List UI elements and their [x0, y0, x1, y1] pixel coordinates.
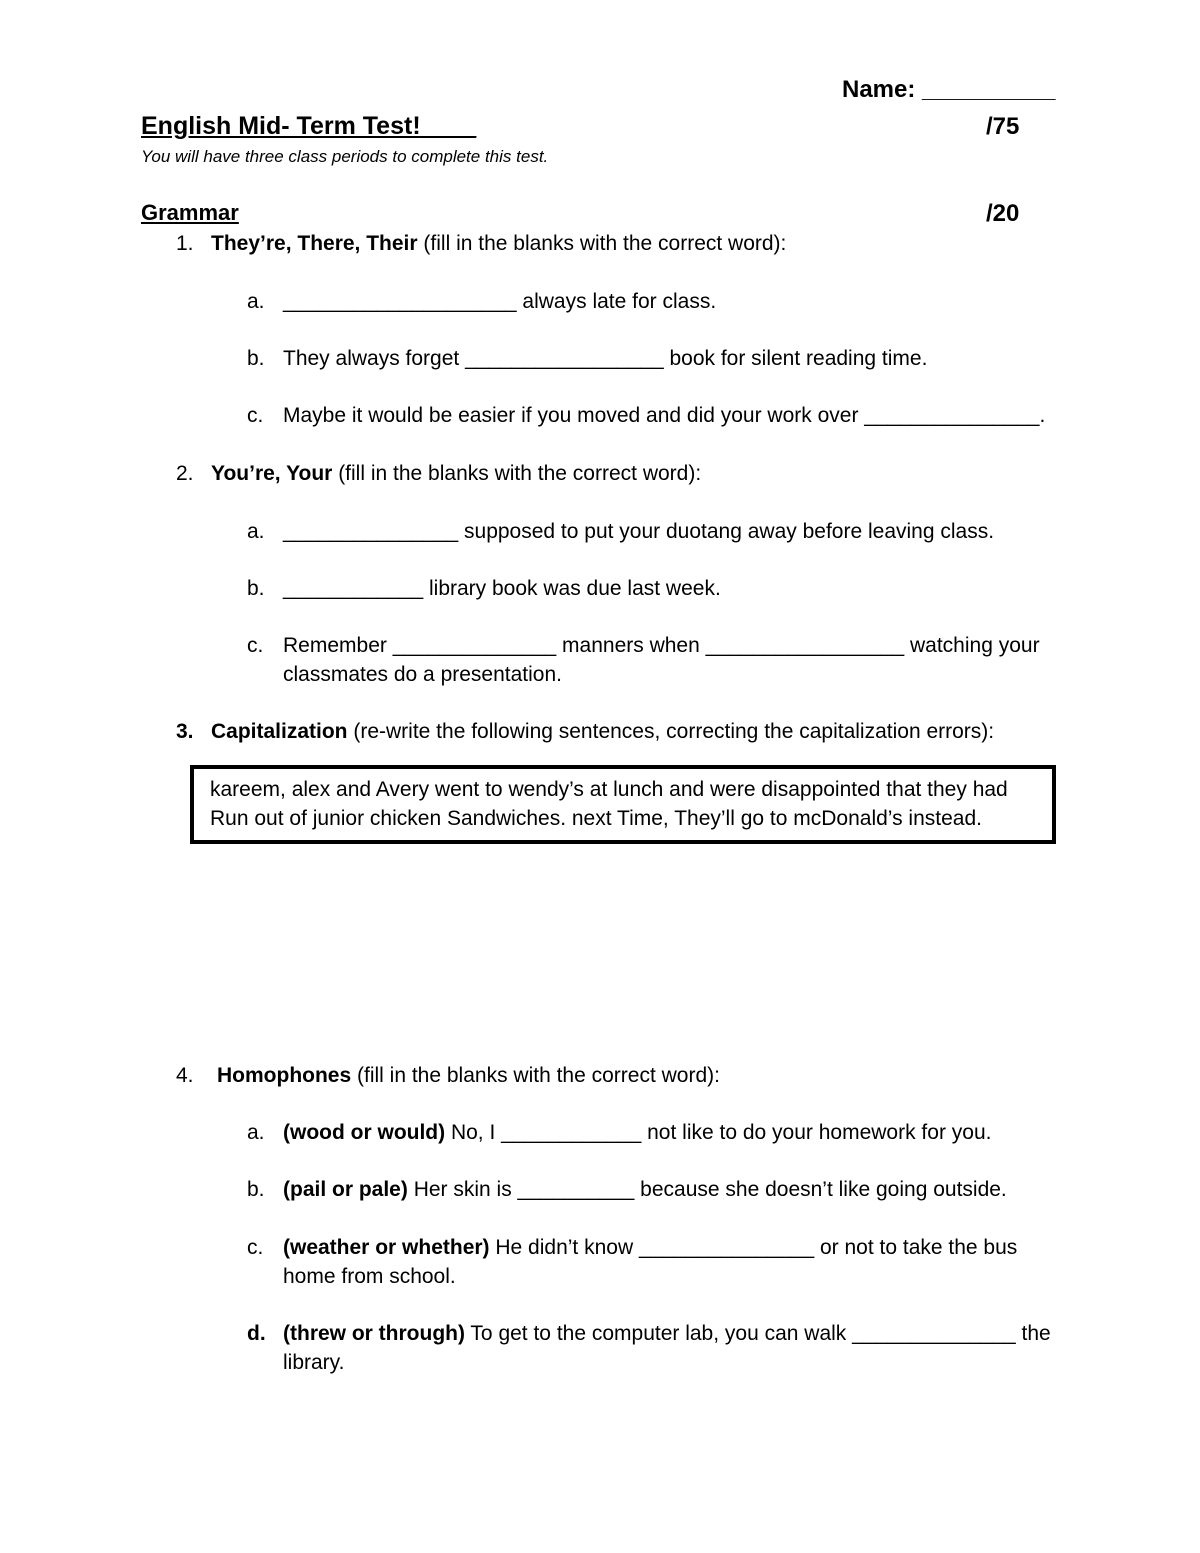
question-number: 2. [176, 462, 194, 485]
name-field-label: Name: __________ [842, 76, 1056, 103]
item-letter: b. [247, 1178, 265, 1201]
item-letter: d. [247, 1322, 266, 1345]
question-4b-sentence: Her skin is __________ because she doesn’t like going outside. [407, 1178, 1007, 1201]
question-1-instruction: (fill in the blanks with the correct word): [417, 232, 787, 255]
question-4c-hint: (weather or whether) [283, 1236, 490, 1259]
question-4d-hint: (threw or through) [283, 1322, 465, 1345]
capitalization-sentence-line-1: kareem, alex and Avery went to wendy’s at lunch and were disappointed that they had [210, 778, 1008, 801]
question-4d-text-continued: library. [283, 1351, 345, 1374]
question-4b-hint: (pail or pale) [283, 1178, 408, 1201]
question-4c-text [283, 1236, 1017, 1260]
question-4-instruction: (fill in the blanks with the correct word): [351, 1064, 720, 1087]
question-2-instruction: (fill in the blanks with the correct word): [332, 462, 702, 485]
question-1a-text: ____________________ always late for class. [283, 290, 717, 313]
capitalization-sentence-box [190, 765, 1056, 844]
section-heading-grammar: Grammar [141, 200, 239, 225]
question-1-label: They’re, There, Their [211, 232, 418, 255]
question-4d-sentence: To get to the computer lab, you can walk ______________ the [464, 1322, 1051, 1345]
question-number: 1. [176, 232, 194, 255]
question-number: 3. [176, 720, 194, 743]
item-letter: a. [247, 520, 265, 543]
item-letter: b. [247, 347, 265, 370]
question-4b-text [283, 1178, 1007, 1202]
item-letter: b. [247, 577, 265, 600]
item-letter: c. [247, 1236, 264, 1259]
item-letter: a. [247, 290, 265, 313]
page-title-trail: ____ [420, 112, 477, 140]
question-4d-text [283, 1322, 1051, 1346]
question-2c-text: Remember ______________ manners when _________________ watching your [283, 634, 1040, 657]
question-4a-hint: (wood or would) [283, 1121, 446, 1144]
question-4-label: Homophones [217, 1064, 352, 1087]
grammar-score: /20 [986, 200, 1020, 227]
question-4c-text-continued: home from school. [283, 1265, 456, 1288]
question-1-prompt [211, 232, 786, 256]
total-score: /75 [986, 113, 1020, 140]
item-letter: c. [247, 634, 264, 657]
item-letter: a. [247, 1121, 265, 1144]
item-letter: c. [247, 404, 264, 427]
question-3-prompt [211, 720, 994, 744]
question-2-prompt [211, 462, 701, 486]
question-2a-text: _______________ supposed to put your duotang away before leaving class. [283, 520, 995, 543]
question-4a-text [283, 1121, 991, 1145]
question-3-label: Capitalization [211, 720, 348, 743]
question-4a-sentence: No, I ____________ not like to do your homework for you. [445, 1121, 992, 1144]
question-3-instruction: (re-write the following sentences, correcting the capitalization errors): [347, 720, 995, 743]
question-1b-text: They always forget _________________ book for silent reading time. [283, 347, 928, 370]
page-title [141, 112, 476, 141]
question-4-prompt [217, 1064, 720, 1088]
question-2-label: You’re, Your [211, 462, 333, 485]
question-2b-text: ____________ library book was due last week. [283, 577, 721, 600]
capitalization-sentence-line-2: Run out of junior chicken Sandwiches. next Time, They’ll go to mcDonald’s instead. [210, 807, 982, 830]
page-title-text: English Mid- Term Test! [141, 112, 421, 140]
question-1c-text: Maybe it would be easier if you moved and did your work over _______________. [283, 404, 1046, 427]
question-4c-sentence: He didn’t know _______________ or not to take the bus [489, 1236, 1018, 1259]
question-number: 4. [176, 1064, 194, 1087]
question-2c-text-continued: classmates do a presentation. [283, 663, 562, 686]
test-instructions: You will have three class periods to complete this test. [141, 147, 549, 166]
